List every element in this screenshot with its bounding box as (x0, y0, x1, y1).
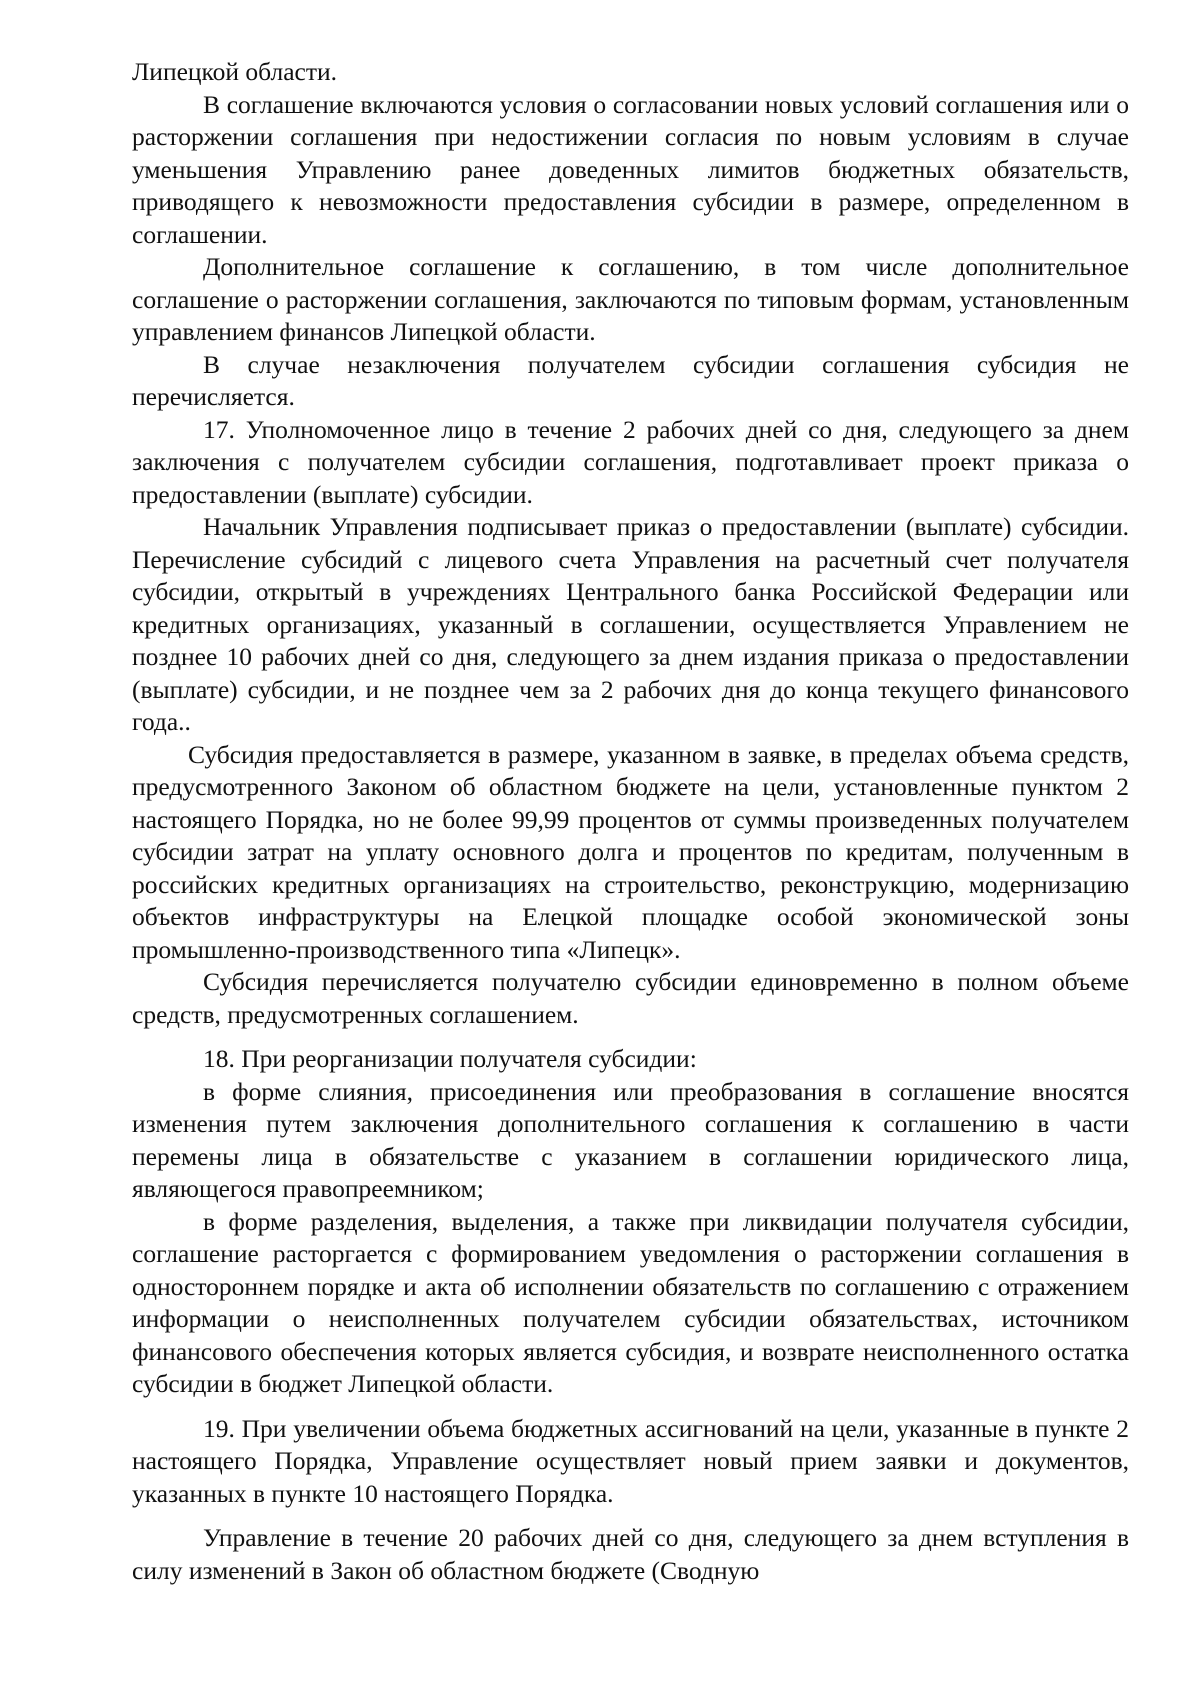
paragraph: Начальник Управления подписывает приказ о предоставлении (выплате) субсидии. Перечисление субсидий с лицевого счета Управления на расчетный счет получателя субсидии, открытый в учреждениях Центрального банка Российской Федерации или кредитных организациях, указанный в соглашении, осуществляется Управлением не позднее 10 рабочих дней со дня, следующего за днем издания приказа о предоставлении (выплате) субсидии, и не позднее чем за 2 рабочих дня до конца текущего финансового года.. (132, 512, 1129, 736)
paragraph: в форме слияния, присоединения или преобразования в соглашение вносятся изменения путем заключения дополнительного соглашения к соглашению в части перемены лица в обязательстве с указанием в соглашении юридического лица, являющегося правопреемником; (132, 1076, 1129, 1203)
paragraph: 18. При реорганизации получателя субсидии: (203, 1044, 697, 1073)
paragraph: В соглашение включаются условия о согласовании новых условий соглашения или о расторжении соглашения при недостижении согласия по новым условиям в случае уменьшения Управлению ранее доведенных лимитов бюджетных обязательств, приводящего к невозможности предоставления субсидии в размере, определенном в соглашении. (132, 89, 1129, 249)
paragraph: Липецкой области. (132, 57, 338, 86)
paragraph: Дополнительное соглашение к соглашению, в том числе дополнительное соглашение о расторжении соглашения, заключаются по типовым формам, установленным управлением финансов Липецкой области. (132, 252, 1129, 346)
paragraph: Субсидия перечисляется получателю субсидии единовременно в полном объеме средств, предусмотренных соглашением. (132, 967, 1129, 1029)
paragraph: 19. При увеличении объема бюджетных ассигнований на цели, указанные в пункте 2 настоящего Порядка, Управление осуществляет новый прием заявки и документов, указанных в пункте 10 настоящего Порядка. (132, 1413, 1129, 1508)
paragraph: 17. Уполномоченное лицо в течение 2 рабочих дней со дня, следующего за днем заключения с получателем субсидии соглашения, подготавливает проект приказа о предоставлении (выплате) субсидии. (132, 414, 1129, 509)
paragraph: В случае незаключения получателем субсидии соглашения субсидия не перечисляется. (132, 349, 1129, 411)
paragraph: в форме разделения, выделения, а также при ликвидации получателя субсидии, соглашение расторгается с формированием уведомления о расторжении соглашения в одностороннем порядке и акта об исполнении обязательств по соглашению с отражением информации о неисполненных получателем субсидии обязательствах, источником финансового обеспечения которых является субсидия, и возврате неисполненного остатка субсидии в бюджет Липецкой области. (132, 1206, 1129, 1398)
document-body (132, 56, 1129, 1587)
paragraph: Управление в течение 20 рабочих дней со дня, следующего за днем вступления в силу изменений в Закон об областном бюджете (Сводную (132, 1523, 1129, 1585)
paragraph: Субсидия предоставляется в размере, указанном в заявке, в пределах объема средств, предусмотренного Законом об областном бюджете на цели, установленные пунктом 2 настоящего Порядка, но не более 99,99 процентов от суммы произведенных получателем субсидии затрат на уплату основного долга и процентов по кредитам, полученным в российских кредитных организациях на строительство, реконструкцию, модернизацию объектов инфраструктуры на Елецкой площадке особой экономической зоны промышленно-производственного типа «Липецк». (132, 739, 1129, 964)
